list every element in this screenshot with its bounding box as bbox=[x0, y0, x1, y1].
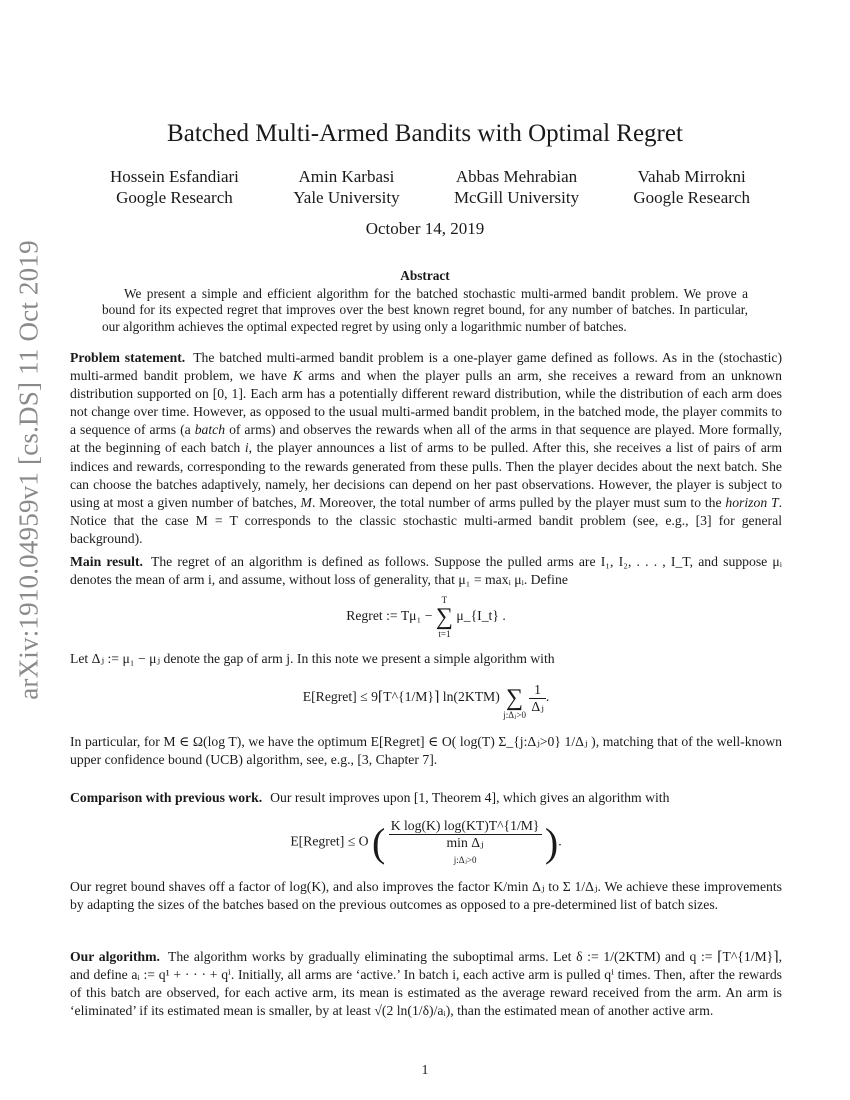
paragraph-optimum bbox=[70, 733, 782, 769]
abstract-text: We present a simple and efficient algorithm for the batched stochastic multi-armed bandit problem. We prove a bound for its expected regret that improves over the best known regret bound, for any number of batches. In particular, our algorithm achieves the optimal expected regret by using only a logarithmic number of batches. bbox=[102, 285, 748, 334]
author-name: Vahab Mirrokni bbox=[637, 167, 746, 186]
author-name: Abbas Mehrabian bbox=[455, 167, 578, 186]
paragraph bbox=[70, 789, 782, 807]
equation-part: E[Regret] ≤ 9⌈T^{1/M}⌉ ln(2KTM) bbox=[302, 689, 500, 705]
author-list bbox=[110, 166, 750, 208]
fraction bbox=[389, 818, 542, 867]
author-affiliation: Google Research bbox=[633, 188, 750, 207]
section-heading: Comparison with previous work. bbox=[70, 790, 263, 805]
section-heading: Main result. bbox=[70, 554, 143, 569]
text: , the player announces a list of arms to be pulled. After this, she receives a list of pairs of arm indices and rewards, corresponding to the rewards generated from these pulls. Then the player decides about the next batch. She can choose the batches adaptively, namely, her decisions can depend on her past observations. However, the player is subject to using at most a given number of batches, bbox=[70, 440, 782, 510]
paragraph-gap-definition bbox=[70, 650, 782, 668]
author-affiliation: Yale University bbox=[293, 188, 400, 207]
sum-lower: j:Δⱼ>0 bbox=[503, 710, 526, 720]
author-name: Hossein Esfandiari bbox=[110, 167, 239, 186]
paper-title: Batched Multi-Armed Bandits with Optimal Regret bbox=[167, 120, 683, 147]
equation-part: Regret := Tμ₁ − bbox=[346, 608, 433, 624]
author bbox=[633, 166, 750, 208]
math-var: M bbox=[300, 494, 312, 510]
paragraph-comparison-result bbox=[70, 878, 782, 914]
abstract-heading: Abstract bbox=[400, 268, 450, 283]
author bbox=[110, 166, 239, 208]
fraction bbox=[529, 682, 545, 715]
denominator-sub: j:Δⱼ>0 bbox=[453, 855, 477, 865]
equation-main-bound: E[Regret] ≤ 9⌈T^{1/M}⌉ ln(2KTM) ∑ j:Δⱼ>0 $\frac{1}{\text{Δⱼ}}$ . bbox=[70, 675, 782, 721]
section-comparison bbox=[70, 789, 782, 807]
arxiv-identifier: arXiv:1910.04959v1 [cs.DS] 11 Oct 2019 bbox=[13, 240, 44, 700]
equation-part: μ_{I_t} . bbox=[456, 608, 506, 624]
text: Let Δⱼ := μ₁ − μⱼ denote the gap of arm j. In this note we present a simple algorithm with bbox=[70, 651, 555, 666]
abstract bbox=[102, 268, 748, 335]
denominator: Δⱼ bbox=[531, 698, 544, 714]
math-var: i bbox=[244, 440, 249, 456]
numerator: K log(K) log(KT)T^{1/M} bbox=[390, 818, 540, 833]
sum-lower: t=1 bbox=[438, 629, 451, 639]
section-main-result bbox=[70, 553, 782, 589]
text: The regret of an algorithm is defined as follows. Suppose the pulled arms are I₁, I₂, . . . , I_T, and suppose μᵢ denotes the mean of arm i, and assume, without loss of generality, that μ₁ = maxᵢ μᵢ. Define bbox=[70, 554, 782, 588]
section-heading: Problem statement. bbox=[70, 350, 186, 365]
math-var: K bbox=[293, 368, 303, 384]
numerator: 1 bbox=[529, 682, 545, 699]
text: Our result improves upon [1, Theorem 4], which gives an algorithm with bbox=[270, 790, 670, 805]
author-name: Amin Karbasi bbox=[298, 167, 395, 186]
page-number: 1 bbox=[421, 1062, 429, 1077]
author bbox=[454, 166, 579, 208]
equation-part: E[Regret] ≤ O bbox=[290, 833, 369, 849]
emphasis: batch bbox=[194, 422, 226, 438]
paragraph bbox=[70, 349, 782, 548]
sum-upper: T bbox=[441, 595, 448, 605]
denominator bbox=[389, 835, 542, 867]
emphasis: horizon T bbox=[725, 494, 779, 510]
section-heading: Our algorithm. bbox=[70, 949, 160, 964]
text: The batched multi-armed bandit problem is a one-player game defined as follows. As in the (stochastic) multi-armed bandit problem, we have bbox=[70, 350, 783, 384]
summation: ∑ j:Δⱼ>0 bbox=[503, 685, 526, 720]
text: In particular, for M ∈ Ω(log T), we have the optimum E[Regret] ∈ O( log(T) Σ_{j:Δⱼ>0} 1/Δⱼ ), matching that of the well-known upper confidence bound (UCB) algorithm, see, e.g., [3, Chapter 7]. bbox=[70, 734, 782, 768]
denominator-text: min Δⱼ bbox=[446, 835, 484, 850]
section-problem-statement bbox=[70, 349, 782, 548]
text: arms and when the player pulls an arm, she receives a reward from an unknown distribution supported on [0, 1]. Each arm has a potentially different reward distribution, while the distribution of each arm does not change over time. However, as opposed to the usual multi-armed bandit problem, in the batched mode, the player commits to a sequence of arms (a bbox=[70, 368, 782, 438]
section-algorithm bbox=[70, 948, 782, 1020]
paragraph bbox=[70, 948, 782, 1020]
author-affiliation: McGill University bbox=[453, 188, 580, 207]
equation-regret-definition bbox=[70, 594, 782, 640]
summation: T ∑ t=1 bbox=[435, 595, 453, 639]
text: Our regret bound shaves off a factor of log(K), and also improves the factor K/min Δⱼ to Σ 1/Δⱼ. We achieve these improvements by adapting the sizes of the batches based on the previous outcomes as opposed to a pre-determined list of batch sizes. bbox=[70, 879, 782, 913]
author bbox=[293, 166, 399, 208]
paper-date: October 14, 2019 bbox=[365, 219, 485, 238]
text: The algorithm works by gradually eliminating the suboptimal arms. Let δ := 1/(2KTM) and q := ⌈T^{1/M}⌉, and define aᵢ := q¹ + · · · + qⁱ. Initially, all arms are ‘active.’ In batch i, each active arm is pulled qⁱ times. Then, after the rewards of this batch are observed, for each active arm, its mean is estimated as the average reward received from the arm. An arm is ‘eliminated’ if its estimated mean is smaller, by at least √(2 ln(1/δ)/aᵢ), than the estimated mean of another active arm. bbox=[70, 949, 783, 1019]
arxiv-stamp bbox=[4, 240, 54, 700]
author-affiliation: Google Research bbox=[116, 188, 233, 207]
text: of arms) and observes the rewards when all of the arms in that sequence are played. More formally, at the beginning of each batch bbox=[70, 422, 782, 456]
text: . Notice that the case M = T corresponds to the classic stochastic multi-armed bandit problem (see, e.g., [3] for general background). bbox=[70, 494, 782, 546]
equation-previous-bound: E[Regret] ≤ O ( K log(K) log(KT)T^{1/M} min Δⱼ j:Δⱼ>0 ). bbox=[290, 818, 562, 865]
text: . Moreover, the total number of arms pulled by the player must sum to the bbox=[311, 494, 726, 510]
paragraph bbox=[70, 553, 782, 589]
